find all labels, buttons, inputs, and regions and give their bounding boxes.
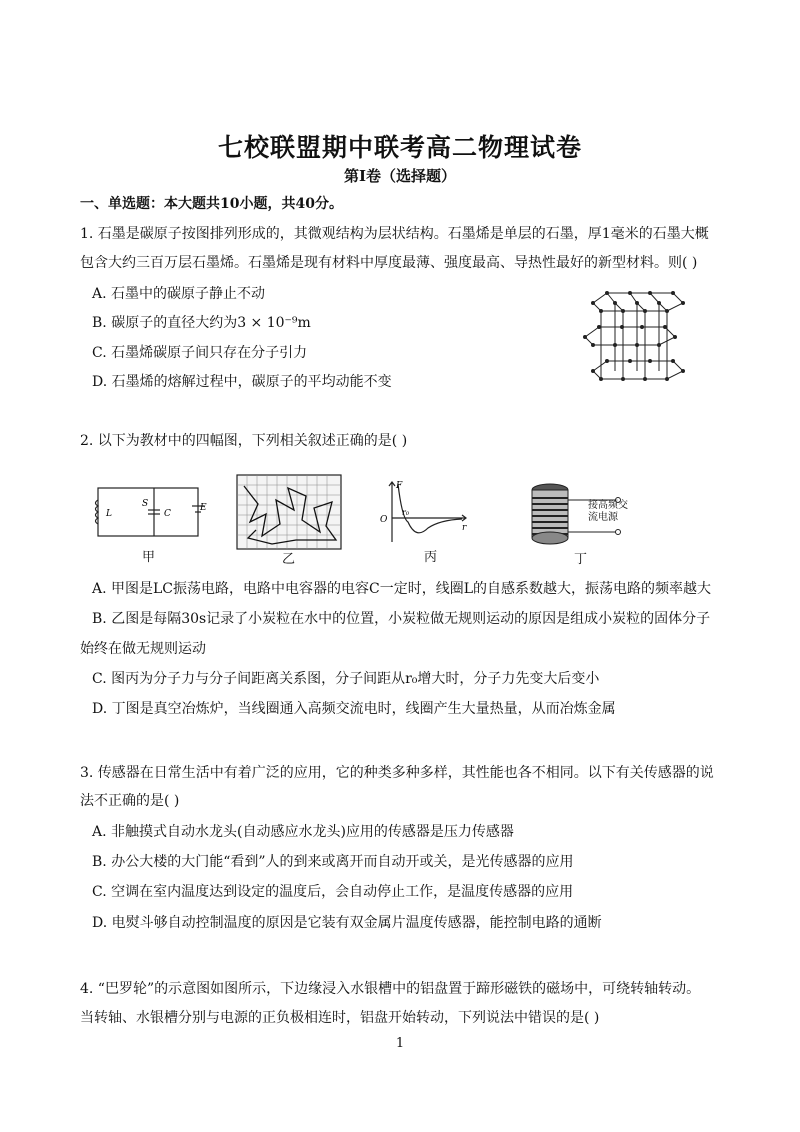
q2-option-a: A. 甲图是LC振荡电路，电路中电容器的电容C一定时，线圈L的自感系数越大，振荡电路的频率越大 xyxy=(92,581,712,597)
q3-option-a: A. 非触摸式自动水龙头(自动感应水龙头)应用的传感器是压力传感器 xyxy=(92,824,514,840)
figure-caption-bing: 丙 xyxy=(424,550,438,565)
graph-label-f: F xyxy=(396,481,403,491)
circuit-label-e: E xyxy=(200,503,207,513)
circuit-label-c: C xyxy=(164,509,171,519)
q3-option-d: D. 电熨斗够自动控制温度的原因是它装有双金属片温度传感器，能控制电路的通断 xyxy=(92,915,602,931)
q2-option-b-line2: 始终在做无规则运动 xyxy=(80,641,206,657)
section-heading: 一、单选题：本大题共10小题，共40分。 xyxy=(80,196,343,212)
graph-label-r: r xyxy=(462,523,467,533)
lc-circuit-figure xyxy=(92,482,210,542)
q2-option-d: D. 丁图是真空冶炼炉，当线圈通入高频交流电时，线圈产生大量热量，从而冶炼金属 xyxy=(92,701,616,717)
coil-label-line2: 流电源 xyxy=(588,512,618,523)
force-distance-graph xyxy=(378,478,470,546)
q2-option-c: C. 图丙为分子力与分子间距离关系图，分子间距从r₀增大时，分子力先变大后变小 xyxy=(92,671,600,687)
q1-stem-line2: 包含大约三百万层石墨烯。石墨烯是现有材料中厚度最薄、强度最高、导热性最好的新型材料。则( ) xyxy=(80,255,698,271)
q3-stem-line2: 法不正确的是( ) xyxy=(80,793,180,809)
graph-label-o: O xyxy=(380,515,388,525)
graph-label-r0: r₀ xyxy=(402,508,410,517)
coil-label xyxy=(588,500,628,524)
q3-stem-line1: 3. 传感器在日常生活中有着广泛的应用，它的种类多种多样，其性能也各不相同。以下有关传感器的说 xyxy=(80,765,714,781)
q2-stem: 2. 以下为教材中的四幅图，下列相关叙述正确的是( ) xyxy=(80,433,408,449)
q3-option-c: C. 空调在室内温度达到设定的温度后，会自动停止工作，是温度传感器的应用 xyxy=(92,884,574,900)
circuit-label-l: L xyxy=(106,509,112,519)
q2-option-b-line1: B. 乙图是每隔30s记录了小炭粒在水中的位置，小炭粒做无规则运动的原因是组成小炭粒的固体分子 xyxy=(92,611,711,627)
figure-caption-jia: 甲 xyxy=(142,550,156,565)
graphite-structure-figure xyxy=(575,285,690,385)
circuit-label-s: S xyxy=(142,499,149,509)
page-number: 1 xyxy=(395,1036,405,1051)
volume-subtitle: 第I卷（选择题） xyxy=(343,167,457,185)
q1-option-c: C. 石墨烯碳原子间只存在分子引力 xyxy=(92,345,308,361)
q4-stem-line1: 4. “巴罗轮”的示意图如图所示，下边缘浸入水银槽中的铝盘置于蹄形磁铁的磁场中，可绕转轴转动。 xyxy=(80,981,701,997)
exam-title: 七校联盟期中联考高二物理试卷 xyxy=(217,133,582,162)
brownian-motion-figure xyxy=(236,474,342,550)
q1-option-b: B. 碳原子的直径大约为3 × 10⁻⁹m xyxy=(92,315,311,331)
q4-stem-line2: 当转轴、水银槽分别与电源的正负极相连时，铝盘开始转动，下列说法中错误的是( ) xyxy=(80,1010,600,1026)
figure-caption-ding: 丁 xyxy=(574,552,588,567)
q3-option-b: B. 办公大楼的大门能“看到”人的到来或离开而自动开或关，是光传感器的应用 xyxy=(92,854,574,870)
q1-option-a: A. 石墨中的碳原子静止不动 xyxy=(92,286,266,302)
coil-label-line1: 接高频交 xyxy=(588,500,628,511)
q1-stem-line1: 1. 石墨是碳原子按图排列形成的，其微观结构为层状结构。石墨烯是单层的石墨，厚1毫米的石墨大概 xyxy=(80,226,709,242)
figure-caption-yi: 乙 xyxy=(282,552,296,567)
q1-option-d: D. 石墨烯的熔解过程中，碳原子的平均动能不变 xyxy=(92,374,392,390)
